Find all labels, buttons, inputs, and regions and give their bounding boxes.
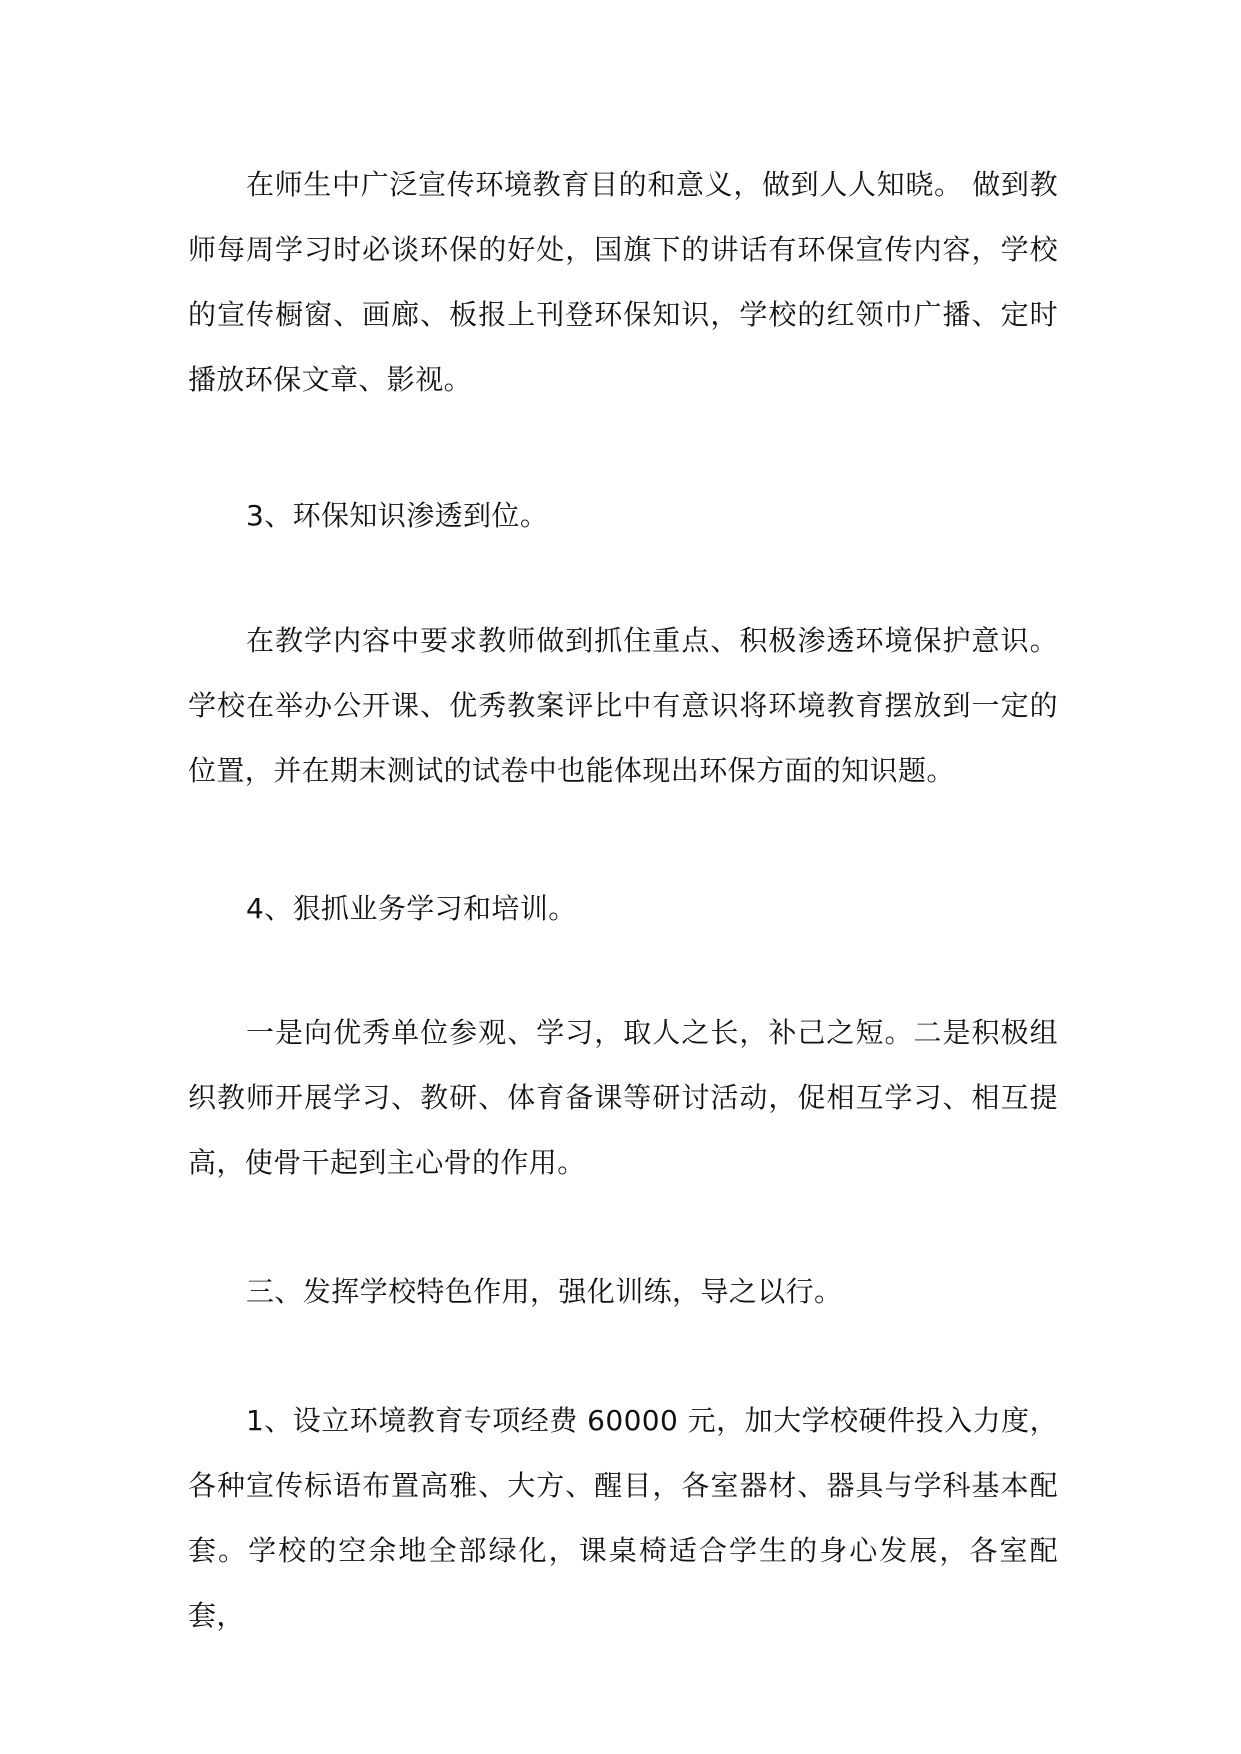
paragraph-training-activities: 一是向优秀单位参观、学习，取人之长，补己之短。二是积极组织教师开展学习、教研、体育备课等研讨活动，促相互学习、相互提高，使骨干起到主心骨的作用。	[188, 1016, 1058, 1179]
heading-section-three: 三、发挥学校特色作用，强化训练，导之以行。	[246, 1275, 843, 1308]
paragraph-teaching-content: 在教学内容中要求教师做到抓住重点、积极渗透环境保护意识。学校在举办公开课、优秀教案评比中有意识将环境教育摆放到一定的位置，并在期末测试的试卷中也能体现出环保方面的知识题。	[188, 624, 1058, 787]
heading-knowledge-integration: 3、环保知识渗透到位。	[246, 499, 549, 532]
paragraph-environmental-publicity: 在师生中广泛宣传环境教育目的和意义，做到人人知晓。 做到教师每周学习时必谈环保的好处，国旗下的讲话有环保宣传内容，学校的宣传橱窗、画廊、板报上刊登环保知识，学校的红领巾广播、定时播放环保文章、影视。	[188, 168, 1058, 396]
paragraph-special-funding: 1、设立环境教育专项经费 60000 元，加大学校硬件投入力度，各种宣传标语布置高雅、大方、醒目，各室器材、器具与学科基本配套。学校的空余地全部绿化，课桌椅适合学生的身心发展，各室配套，	[188, 1404, 1058, 1632]
heading-business-training: 4、狠抓业务学习和培训。	[246, 892, 577, 925]
